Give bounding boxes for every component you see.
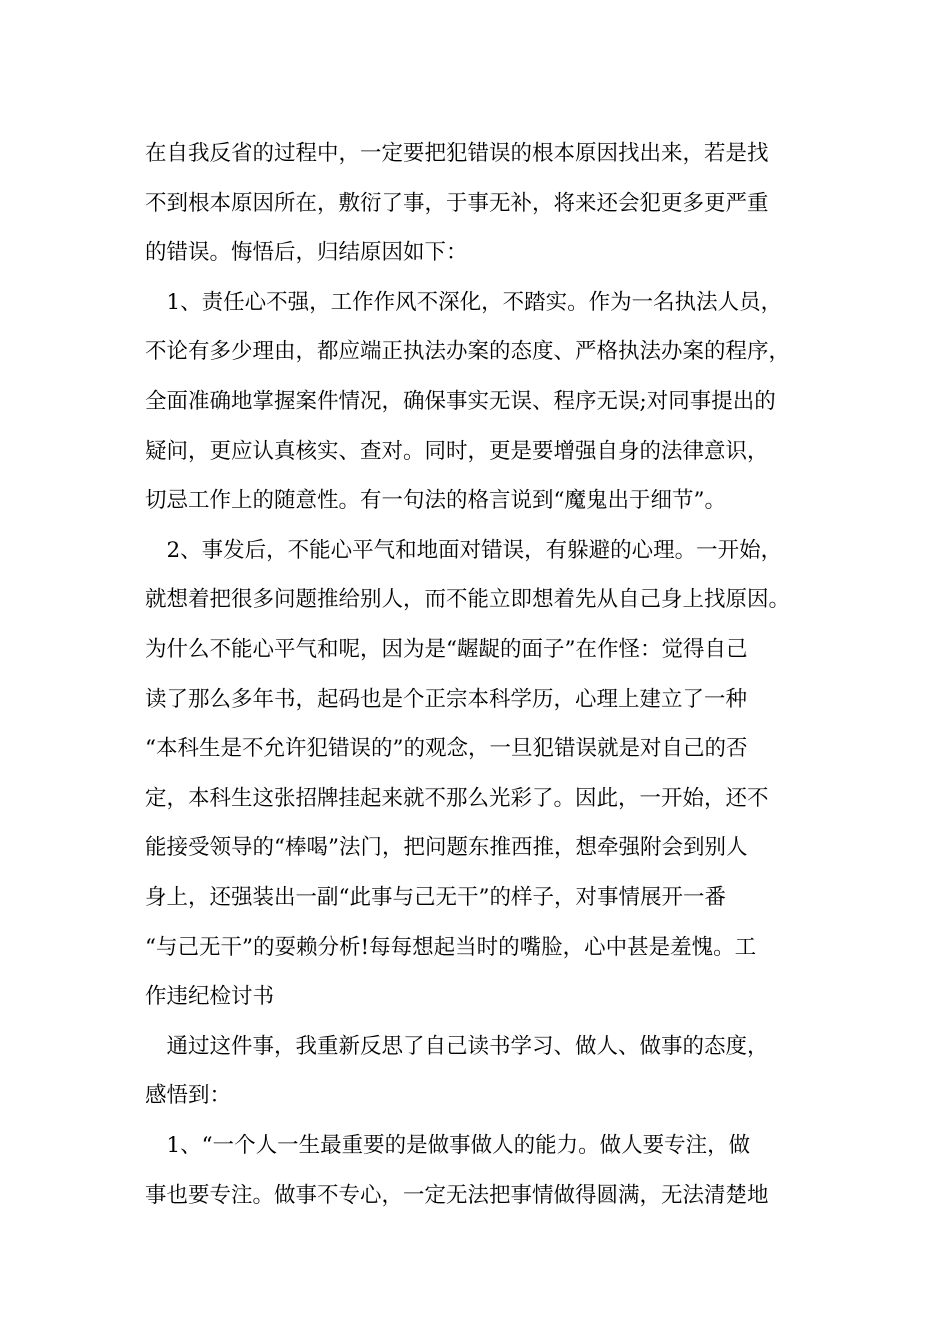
text-line: 定，本科生这张招牌挂起来就不那么光彩了。因此，一开始，还不: [145, 785, 769, 811]
text-line: 作违纪检讨书: [145, 984, 275, 1010]
text-line: 1、责任心不强，工作作风不深化，不踏实。作为一名执法人员，: [145, 289, 783, 315]
text-line: 的错误。悔悟后，归结原因如下：: [145, 240, 468, 266]
text-line: 在自我反省的过程中，一定要把犯错误的根本原因找出来，若是找: [145, 141, 769, 166]
text-line: 为什么不能心平气和呢，因为是“龌龊的面子”在作怪：觉得自己: [145, 637, 748, 662]
text-line: “与己无干”的耍赖分析!每每想起当时的嘴脸，心中甚是羞愧。工: [145, 934, 757, 960]
text-line: 不到根本原因所在，敷衍了事，于事无补，将来还会犯更多更严重: [145, 190, 769, 216]
text-line: 疑问，更应认真核实、查对。同时，更是要增强自身的法律意识，: [145, 438, 769, 464]
text-line: 不论有多少理由，都应端正执法办案的态度、严格执法办案的程序，: [145, 339, 791, 365]
text-line: “本科生是不允许犯错误的”的观念，一旦犯错误就是对自己的否: [145, 736, 748, 762]
text-line: 能接受领导的“棒喝”法门，把问题东推西推，想牵强附会到别人: [145, 835, 748, 861]
text-line: 读了那么多年书，起码也是个正宗本科学历，心理上建立了一种: [145, 686, 748, 712]
text-line: 1、“一个人一生最重要的是做事做人的能力。做人要专注，做: [145, 1133, 751, 1158]
text-line: 通过这件事，我重新反思了自己读书学习、做人、做事的态度，: [145, 1033, 769, 1059]
text-line: 身上，还强装出一副“此事与己无干”的样子，对事情展开一番: [145, 885, 726, 910]
text-line: 就想着把很多问题推给别人，而不能立即想着先从自己身上找原因。: [145, 587, 791, 613]
text-line: 事也要专注。做事不专心，一定无法把事情做得圆满，无法清楚地: [145, 1182, 769, 1208]
text-line: 2、事发后，不能心平气和地面对错误，有躲避的心理。一开始，: [145, 537, 783, 563]
text-line: 全面准确地掌握案件情况，确保事实无误、程序无误;对同事提出的: [145, 389, 776, 414]
text-line: 感悟到：: [145, 1083, 232, 1109]
text-line: 切忌工作上的随意性。有一句法的格言说到“魔鬼出于细节”。: [145, 488, 726, 514]
